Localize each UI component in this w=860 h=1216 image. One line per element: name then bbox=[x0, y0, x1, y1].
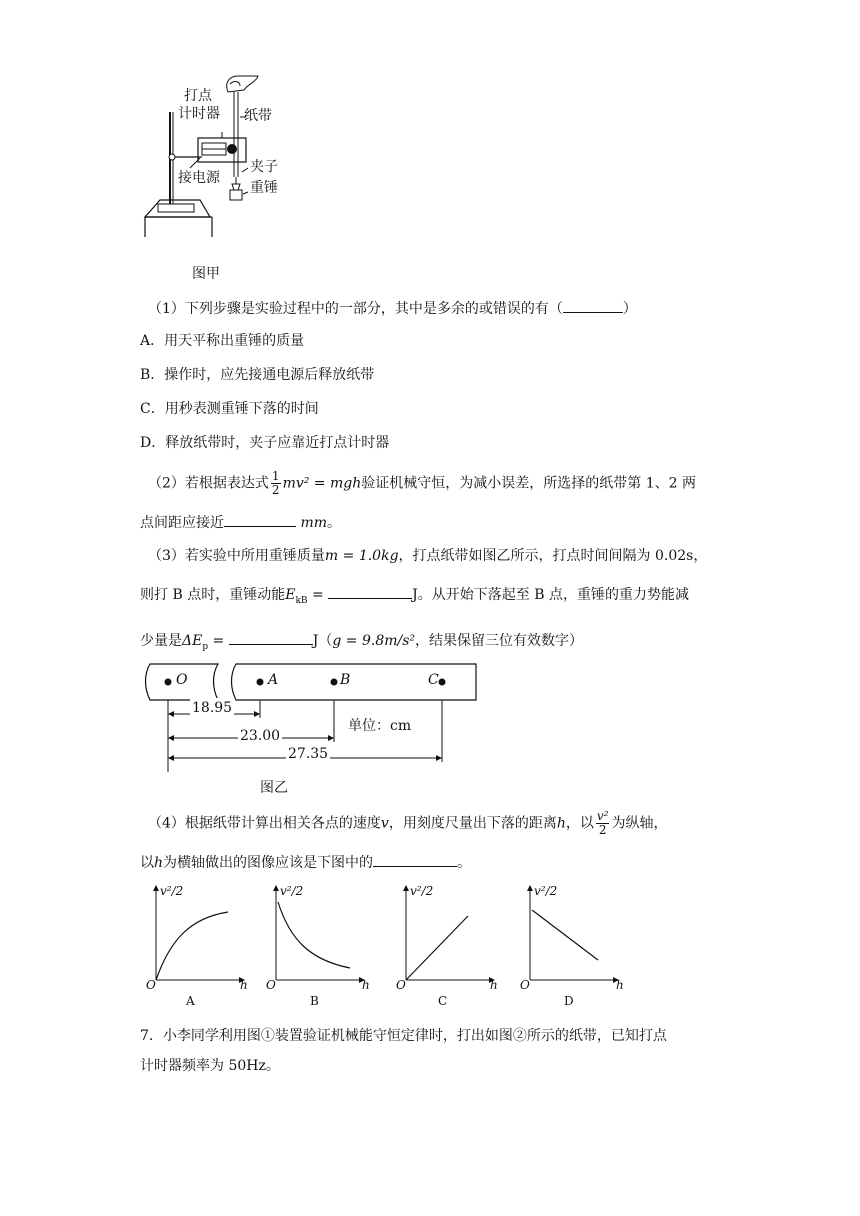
label-dadian: 打点 bbox=[184, 88, 212, 104]
graph-a-curve bbox=[156, 912, 228, 980]
q4-line1: （4）根据纸带计算出相关各点的速度v，用刻度尺量出下落的距离h，以 $\frac{\text{v²}}{2}$ 为纵轴， bbox=[148, 809, 668, 837]
graph-d-line bbox=[532, 910, 598, 960]
graph-a-caption: A bbox=[186, 994, 195, 1008]
graph-d-origin: O bbox=[520, 978, 530, 992]
graph-d-ylabel: v²/2 bbox=[534, 884, 558, 898]
apparatus-drawing bbox=[140, 72, 340, 288]
label-zhidai: 纸带 bbox=[244, 108, 272, 124]
graph-a bbox=[156, 886, 244, 980]
point-a-label: A bbox=[268, 672, 279, 688]
graph-c-caption: C bbox=[438, 994, 448, 1008]
label-chuizi: 重锤 bbox=[250, 180, 278, 196]
figure-yi bbox=[140, 660, 480, 800]
graph-d bbox=[530, 886, 618, 980]
q2-fraction: $\frac{1}{2}$ bbox=[271, 469, 280, 497]
q2-line2: 点间距应接近 mm。 bbox=[140, 512, 341, 533]
dim-ob-label: 23.00 bbox=[240, 728, 281, 744]
graphs-row bbox=[140, 880, 640, 1010]
q3-line2: 则打 B 点时，重锤动能$E_{kB} = J$。从开始下落起至 B 点，重锤的重力势能减 bbox=[140, 584, 689, 611]
graph-b bbox=[276, 886, 364, 980]
graph-a-ylabel: v²/2 bbox=[160, 884, 184, 898]
point-b-label: B bbox=[340, 672, 351, 688]
figure-yi-caption: 图乙 bbox=[260, 780, 288, 796]
q1-option-c: C．用秒表测重锤下落的时间 bbox=[140, 401, 319, 417]
graph-b-xlabel: h bbox=[362, 978, 370, 992]
q1-option-b: B．操作时，应先接通电源后释放纸带 bbox=[140, 367, 375, 383]
q7-line2: 计时器频率为 50Hz。 bbox=[140, 1058, 280, 1074]
q4-answer-blank[interactable] bbox=[373, 852, 457, 867]
graph-d-caption: D bbox=[564, 994, 574, 1008]
q3-g: g = 9.8m/s² bbox=[332, 633, 416, 649]
q4-fraction: $\frac{\text{v²}}{2}$ bbox=[596, 809, 609, 837]
unit-label: 单位：cm bbox=[348, 718, 412, 734]
label-jiazi: 夹子 bbox=[250, 159, 278, 175]
q3-line1: （3）若实验中所用重锤质量m = 1.0kg，打点纸带如图乙所示，打点时间间隔为 0.02s， bbox=[148, 548, 708, 564]
q3-ep: ΔE bbox=[182, 633, 203, 649]
q4-line2: 以h为横轴做出的图像应该是下图中的 。 bbox=[140, 852, 471, 873]
q3-mass: m = 1.0kg bbox=[324, 548, 399, 564]
q2-unit: mm bbox=[300, 515, 328, 531]
q2-expression: mv² = mgh bbox=[282, 475, 362, 492]
graph-a-origin: O bbox=[146, 978, 156, 992]
point-o-mark bbox=[165, 679, 172, 686]
q3-line3: 少量是$\Delta E_p = J(g = 9.8m/s^2$，结果保留三位有效数字） bbox=[140, 630, 583, 657]
graph-c-line bbox=[406, 916, 468, 980]
dim-oc-label: 27.35 bbox=[288, 746, 329, 762]
q3-ep-blank[interactable] bbox=[229, 630, 313, 645]
q3-ek-blank[interactable] bbox=[328, 584, 412, 599]
graphs-drawing bbox=[140, 880, 640, 1010]
figure-caption: 图甲 bbox=[192, 266, 220, 282]
q1-option-d: D．释放纸带时，夹子应靠近打点计时器 bbox=[140, 435, 390, 451]
q1-answer-blank[interactable] bbox=[563, 298, 623, 313]
q3-ek: E bbox=[285, 587, 296, 603]
point-c-mark bbox=[439, 679, 446, 686]
graph-c bbox=[406, 886, 494, 980]
graph-b-origin: O bbox=[266, 978, 276, 992]
point-b-mark bbox=[331, 679, 338, 686]
point-o-label: O bbox=[176, 672, 188, 688]
graph-a-xlabel: h bbox=[240, 978, 248, 992]
graph-b-caption: B bbox=[310, 994, 319, 1008]
graph-c-origin: O bbox=[396, 978, 406, 992]
graph-b-ylabel: v²/2 bbox=[280, 884, 304, 898]
q7-line1: 7．小李同学利用图①装置验证机械能守恒定律时，打出如图②所示的纸带，已知打点 bbox=[140, 1028, 667, 1044]
q1-stem: （1）下列步骤是实验过程中的一部分，其中是多余的或错误的有（ ） bbox=[148, 298, 637, 319]
point-a-mark bbox=[257, 679, 264, 686]
label-jishiqi: 计时器 bbox=[178, 106, 220, 122]
q2-line1: （2）若根据表达式 $\frac{1}{2}$ mv² = mgh验证机械守恒，为减小误差，所选择的纸带第 1、2 两 bbox=[148, 469, 696, 497]
label-power: 接电源 bbox=[178, 170, 220, 186]
q1-option-a: A．用天平称出重锤的质量 bbox=[140, 333, 305, 349]
q2-answer-blank[interactable] bbox=[224, 512, 296, 527]
graph-c-ylabel: v²/2 bbox=[410, 884, 434, 898]
figure-jia bbox=[140, 72, 340, 288]
point-c-label: C bbox=[428, 672, 439, 688]
graph-d-xlabel: h bbox=[616, 978, 624, 992]
graph-c-xlabel: h bbox=[490, 978, 498, 992]
graph-b-curve bbox=[278, 902, 350, 968]
dim-oa-label: 18.95 bbox=[192, 700, 233, 716]
